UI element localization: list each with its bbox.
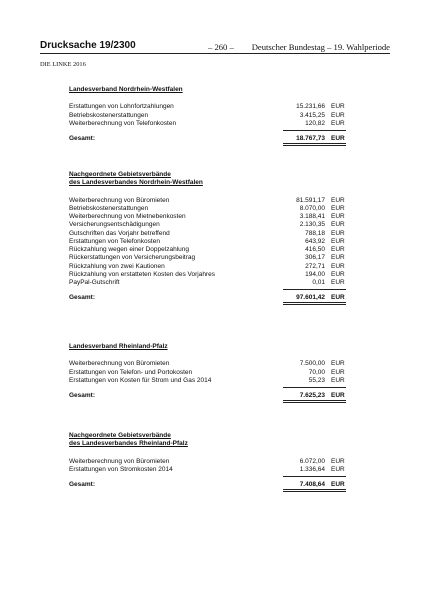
row-currency: EUR [331,262,345,270]
section-rows [69,360,349,385]
row-currency: EUR [331,196,345,204]
row-label: Weiterberechnung von Büromieten [69,360,170,368]
table-row [69,466,349,474]
section-title-line: Nachgeordnete Gebietsverbände [69,432,171,439]
section-lv-nrw [69,86,349,147]
row-label: Rückerstattungen von Versicherungsbeitrag [69,254,196,262]
row-label: Betriebskostenerstattungen [69,111,149,119]
row-amount: 788,18 [305,229,325,237]
row-amount: 306,17 [305,254,325,262]
row-label: Rückzahlung von erstatteten Kosten des Vorjahres [69,270,215,278]
row-amount: 194,00 [305,270,325,278]
total-row [69,134,349,143]
page-number: – 260 – [208,42,234,52]
row-currency: EUR [331,360,345,368]
section-rows [69,458,349,475]
row-currency: EUR [331,270,345,278]
sum-rule [283,387,346,388]
row-currency: EUR [331,237,345,245]
section-title-line: Nachgeordnete Gebietsverbände [69,171,171,178]
table-row [69,213,349,221]
table-row [69,238,349,246]
row-currency: EUR [331,254,345,262]
table-row [69,120,349,128]
row-currency: EUR [331,103,345,111]
row-amount: 15.231,66 [296,103,325,111]
table-row [69,205,349,213]
row-currency: EUR [331,119,345,127]
row-amount: 3.188,41 [299,213,325,221]
row-label: Erstattungen von Kosten für Strom und Gas 2014 [69,376,212,384]
table-row [69,458,349,466]
total-row [69,391,349,400]
total-currency: EUR [331,392,345,400]
table-row [69,197,349,205]
total-amount: 97.601,42 [296,294,325,302]
total-label: Gesamt: [69,392,96,400]
table-row [69,103,349,111]
row-currency: EUR [331,246,345,254]
row-amount: 8.070,00 [299,204,325,212]
double-rule-bottom [283,402,346,403]
total-label: Gesamt: [69,481,96,489]
table-row [69,271,349,279]
section-title [69,432,349,449]
table-row [69,246,349,254]
double-rule-area [69,400,349,404]
row-label: Weiterberechnung von Büromieten [69,457,170,465]
row-label: Versicherungsentschädigungen [69,221,160,229]
drucksache-number: Drucksache 19/2300 [40,40,136,51]
table-row [69,377,349,385]
double-rule-area [69,143,349,147]
section-title-line: des Landesverbandes Rheinland-Pfalz [69,440,188,448]
row-currency: EUR [331,204,345,212]
double-rule-bottom [283,491,346,492]
table-row [69,221,349,229]
row-amount: 7.500,00 [299,360,325,368]
table-row [69,360,349,368]
double-rule-area [69,302,349,306]
party-label: DIE LINKE 2016 [40,61,86,68]
section-gv-nrw [69,171,349,306]
table-row [69,279,349,287]
row-currency: EUR [331,376,345,384]
section-lv-rlp [69,343,349,404]
row-amount: 6.072,00 [299,457,325,465]
section-title [69,343,349,351]
table-row [69,254,349,262]
row-currency: EUR [331,213,345,221]
page-header [40,40,390,54]
section-title-line: Landesverband Nordrhein-Westfalen [69,86,183,93]
total-label: Gesamt: [69,135,96,143]
row-currency: EUR [331,221,345,229]
total-amount: 18.767,73 [296,135,325,143]
total-row [69,480,349,489]
table-row [69,369,349,377]
row-amount: 55,23 [308,376,325,384]
table-row [69,263,349,271]
row-label: Weiterberechnung von Telefonkosten [69,119,177,127]
row-currency: EUR [331,368,345,376]
row-label: Gutschriften das Vorjahr betreffend [69,229,170,237]
total-currency: EUR [331,294,345,302]
total-label: Gesamt: [69,294,96,302]
row-amount: 2.130,35 [299,221,325,229]
row-currency: EUR [331,229,345,237]
row-amount: 81.591,17 [296,196,325,204]
section-rows [69,103,349,128]
double-rule-area [69,489,349,493]
section-title-line: des Landesverbandes Nordrhein-Westfalen [69,179,203,187]
row-label: Erstattungen von Telefon- und Portokosten [69,368,193,376]
row-amount: 120,82 [305,119,325,127]
row-amount: 0,01 [312,279,325,287]
row-label: Erstattungen von Stromkosten 2014 [69,465,173,473]
total-row [69,293,349,302]
double-rule-bottom [283,145,346,146]
row-label: Weiterberechnung von Büromieten [69,196,170,204]
row-amount: 643,92 [305,237,325,245]
row-currency: EUR [331,457,345,465]
table-row [69,112,349,120]
row-amount: 272,71 [305,262,325,270]
total-currency: EUR [331,481,345,489]
row-label: Betriebskostenerstattungen [69,204,149,212]
row-label: Weiterberechnung von Mietnebenkosten [69,213,186,221]
row-amount: 3.415,25 [299,111,325,119]
total-amount: 7.408,64 [299,481,325,489]
row-label: Erstattungen von Telefonkosten [69,237,160,245]
total-amount: 7.625,23 [299,392,325,400]
row-amount: 1.336,64 [299,465,325,473]
row-currency: EUR [331,111,345,119]
row-label: Erstattungen von Lohnfortzahlungen [69,103,174,111]
row-label: Rückzahlung wegen einer Doppelzahlung [69,246,189,254]
sum-rule [283,289,346,290]
section-title [69,86,349,94]
publication-title: Deutscher Bundestag – 19. Wahlperiode [251,42,390,52]
row-currency: EUR [331,279,345,287]
section-gv-rlp [69,432,349,493]
row-currency: EUR [331,465,345,473]
sum-rule [283,130,346,131]
header-rule [40,53,390,54]
double-rule-bottom [283,304,346,305]
row-amount: 416,50 [305,246,325,254]
section-rows [69,197,349,288]
sum-rule [283,476,346,477]
row-amount: 70,00 [308,368,325,376]
table-row [69,230,349,238]
section-title-line: Landesverband Rheinland-Pfalz [69,343,168,350]
row-label: Rückzahlung von zwei Kautionen [69,262,165,270]
total-currency: EUR [331,135,345,143]
row-label: PayPal-Gutschrift [69,279,120,287]
section-title [69,171,349,188]
